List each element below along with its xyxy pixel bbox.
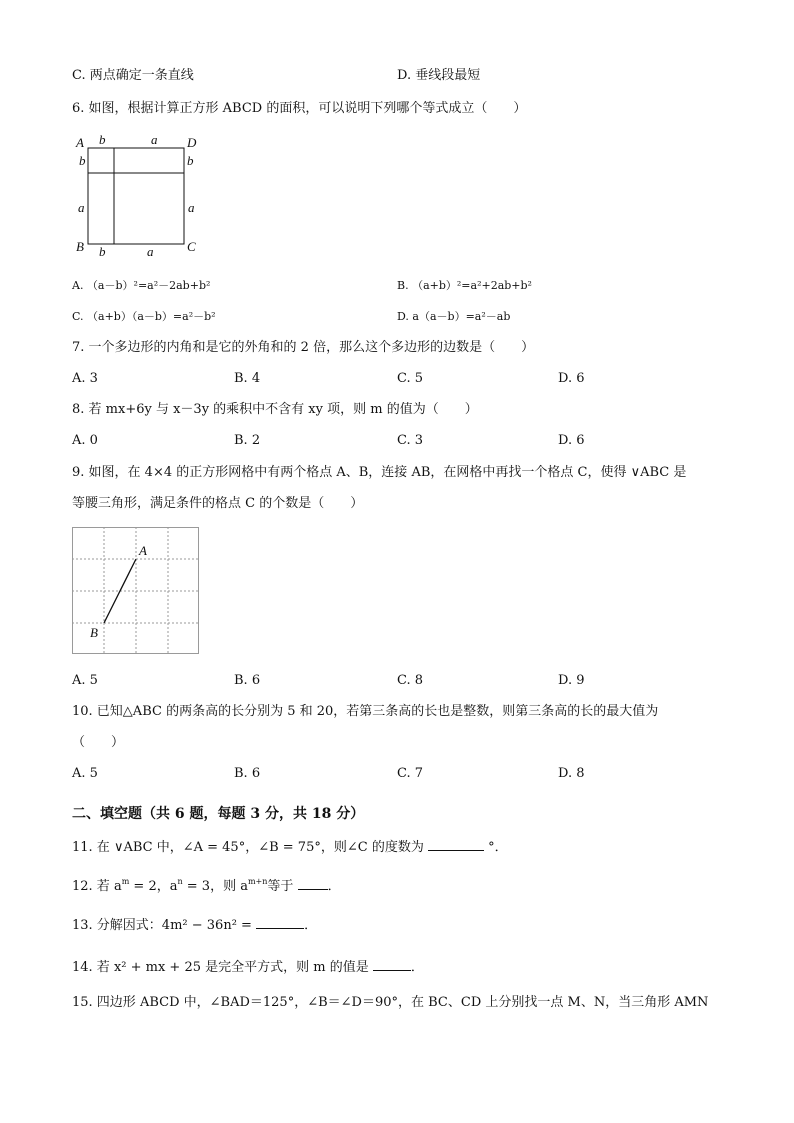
q6-option-c: C. （a+b）（a－b）=a²－b²	[72, 310, 216, 323]
q8-option-b: B. 2	[234, 433, 261, 448]
q6-option-b: B. （a+b）²=a²+2ab+b²	[397, 279, 532, 292]
q12-exp-mn: m+n	[247, 877, 268, 886]
q14-end: ．	[410, 960, 424, 975]
q12-exp-n: n	[177, 877, 183, 886]
q11-suffix: °．	[488, 840, 508, 855]
q11-line	[72, 838, 508, 856]
q8-stem: 8. 若 mx+6y 与 x－3y 的乘积中不含有 xy 项，则 m 的值为（ ）	[72, 402, 478, 417]
q7-stem: 7. 一个多边形的内角和是它的外角和的 2 倍，那么这个多边形的边数是（ ）	[72, 340, 535, 355]
q12-text-1: 12. 若 a	[72, 879, 122, 894]
q8-option-a: A. 0	[72, 433, 98, 448]
q7-option-b: B. 4	[234, 371, 261, 386]
q9-stem-line1: 9. 如图，在 4×4 的正方形网格中有两个格点 A、B，连接 AB，在网格中再找一个格点 C，使得 ∨ABC 是	[72, 465, 687, 480]
q5-option-d: D. 垂线段最短	[397, 68, 481, 83]
q13-line	[72, 916, 317, 934]
q6-label-D: D	[187, 135, 197, 150]
q12-exp-m: m	[121, 877, 130, 886]
q5-option-c: C. 两点确定一条直线	[72, 68, 194, 83]
q6-label-bottom-b: b	[99, 244, 106, 256]
q12-text-2: = 2，a	[129, 879, 178, 894]
q6-option-a: A. （a－b）²=a²－2ab+b²	[72, 279, 211, 292]
q6-option-d: D. a（a－b）=a²－ab	[397, 310, 511, 323]
q9-option-c: C. 8	[397, 673, 424, 688]
q12-line	[72, 874, 341, 895]
q14-text: 14. 若 x² + mx + 25 是完全平方式，则 m 的值是	[72, 960, 369, 975]
q6-label-C: C	[187, 239, 196, 254]
q13-end: ．	[304, 918, 318, 933]
q6-label-A: A	[76, 135, 84, 150]
q9-option-b: B. 6	[234, 673, 261, 688]
q7-option-a: A. 3	[72, 371, 98, 386]
q9-label-B: B	[90, 625, 98, 640]
q15-stem: 15. 四边形 ABCD 中，∠BAD＝125°，∠B＝∠D＝90°，在 BC、CD 上分别找一点 M、N，当三角形 AMN	[72, 995, 709, 1010]
q9-label-A: A	[139, 543, 147, 558]
q10-option-b: B. 6	[234, 766, 261, 781]
q6-label-left-a: a	[78, 200, 85, 215]
q6-label-right-b: b	[187, 153, 194, 168]
q12-text-4: 等于	[267, 879, 294, 894]
q9-option-a: A. 5	[72, 673, 98, 688]
q12-text-3: = 3，则 a	[182, 879, 248, 894]
q11-answer-blank[interactable]	[428, 838, 484, 851]
q8-option-d: D. 6	[558, 433, 585, 448]
q7-option-c: C. 5	[397, 371, 424, 386]
q10-option-a: A. 5	[72, 766, 98, 781]
q6-label-right-a: a	[188, 200, 195, 215]
q6-label-bottom-a: a	[147, 244, 154, 256]
q10-option-c: C. 7	[397, 766, 424, 781]
q7-option-d: D. 6	[558, 371, 585, 386]
q14-answer-blank[interactable]	[373, 958, 411, 971]
section-2-heading: 二、填空题（共 6 题，每题 3 分，共 18 分）	[72, 806, 365, 822]
q13-answer-blank[interactable]	[256, 916, 304, 929]
q6-square-figure	[70, 130, 210, 256]
q9-grid-figure	[72, 527, 200, 655]
q9-option-d: D. 9	[558, 673, 585, 688]
q6-stem: 6. 如图，根据计算正方形 ABCD 的面积，可以说明下列哪个等式成立（ ）	[72, 101, 527, 116]
q11-text: 11. 在 ∨ABC 中，∠A = 45°，∠B = 75°，则∠C 的度数为	[72, 840, 424, 855]
q8-option-c: C. 3	[397, 433, 424, 448]
q9-stem-line2: 等腰三角形，满足条件的格点 C 的个数是（ ）	[72, 496, 364, 511]
q12-end: ．	[327, 879, 341, 894]
q6-label-left-b: b	[79, 153, 86, 168]
q12-answer-blank[interactable]	[298, 877, 328, 890]
q10-stem-line1: 10. 已知△ABC 的两条高的长分别为 5 和 20，若第三条高的长也是整数，则第三条高的长的最大值为	[72, 704, 659, 719]
q10-option-d: D. 8	[558, 766, 585, 781]
q10-stem-line2: （ ）	[72, 735, 125, 750]
q6-label-top-a: a	[151, 132, 158, 147]
q6-label-top-b: b	[99, 132, 106, 147]
q14-line	[72, 958, 424, 976]
q13-text: 13. 分解因式：4m² − 36n² =	[72, 918, 252, 933]
q6-label-B: B	[76, 239, 84, 254]
